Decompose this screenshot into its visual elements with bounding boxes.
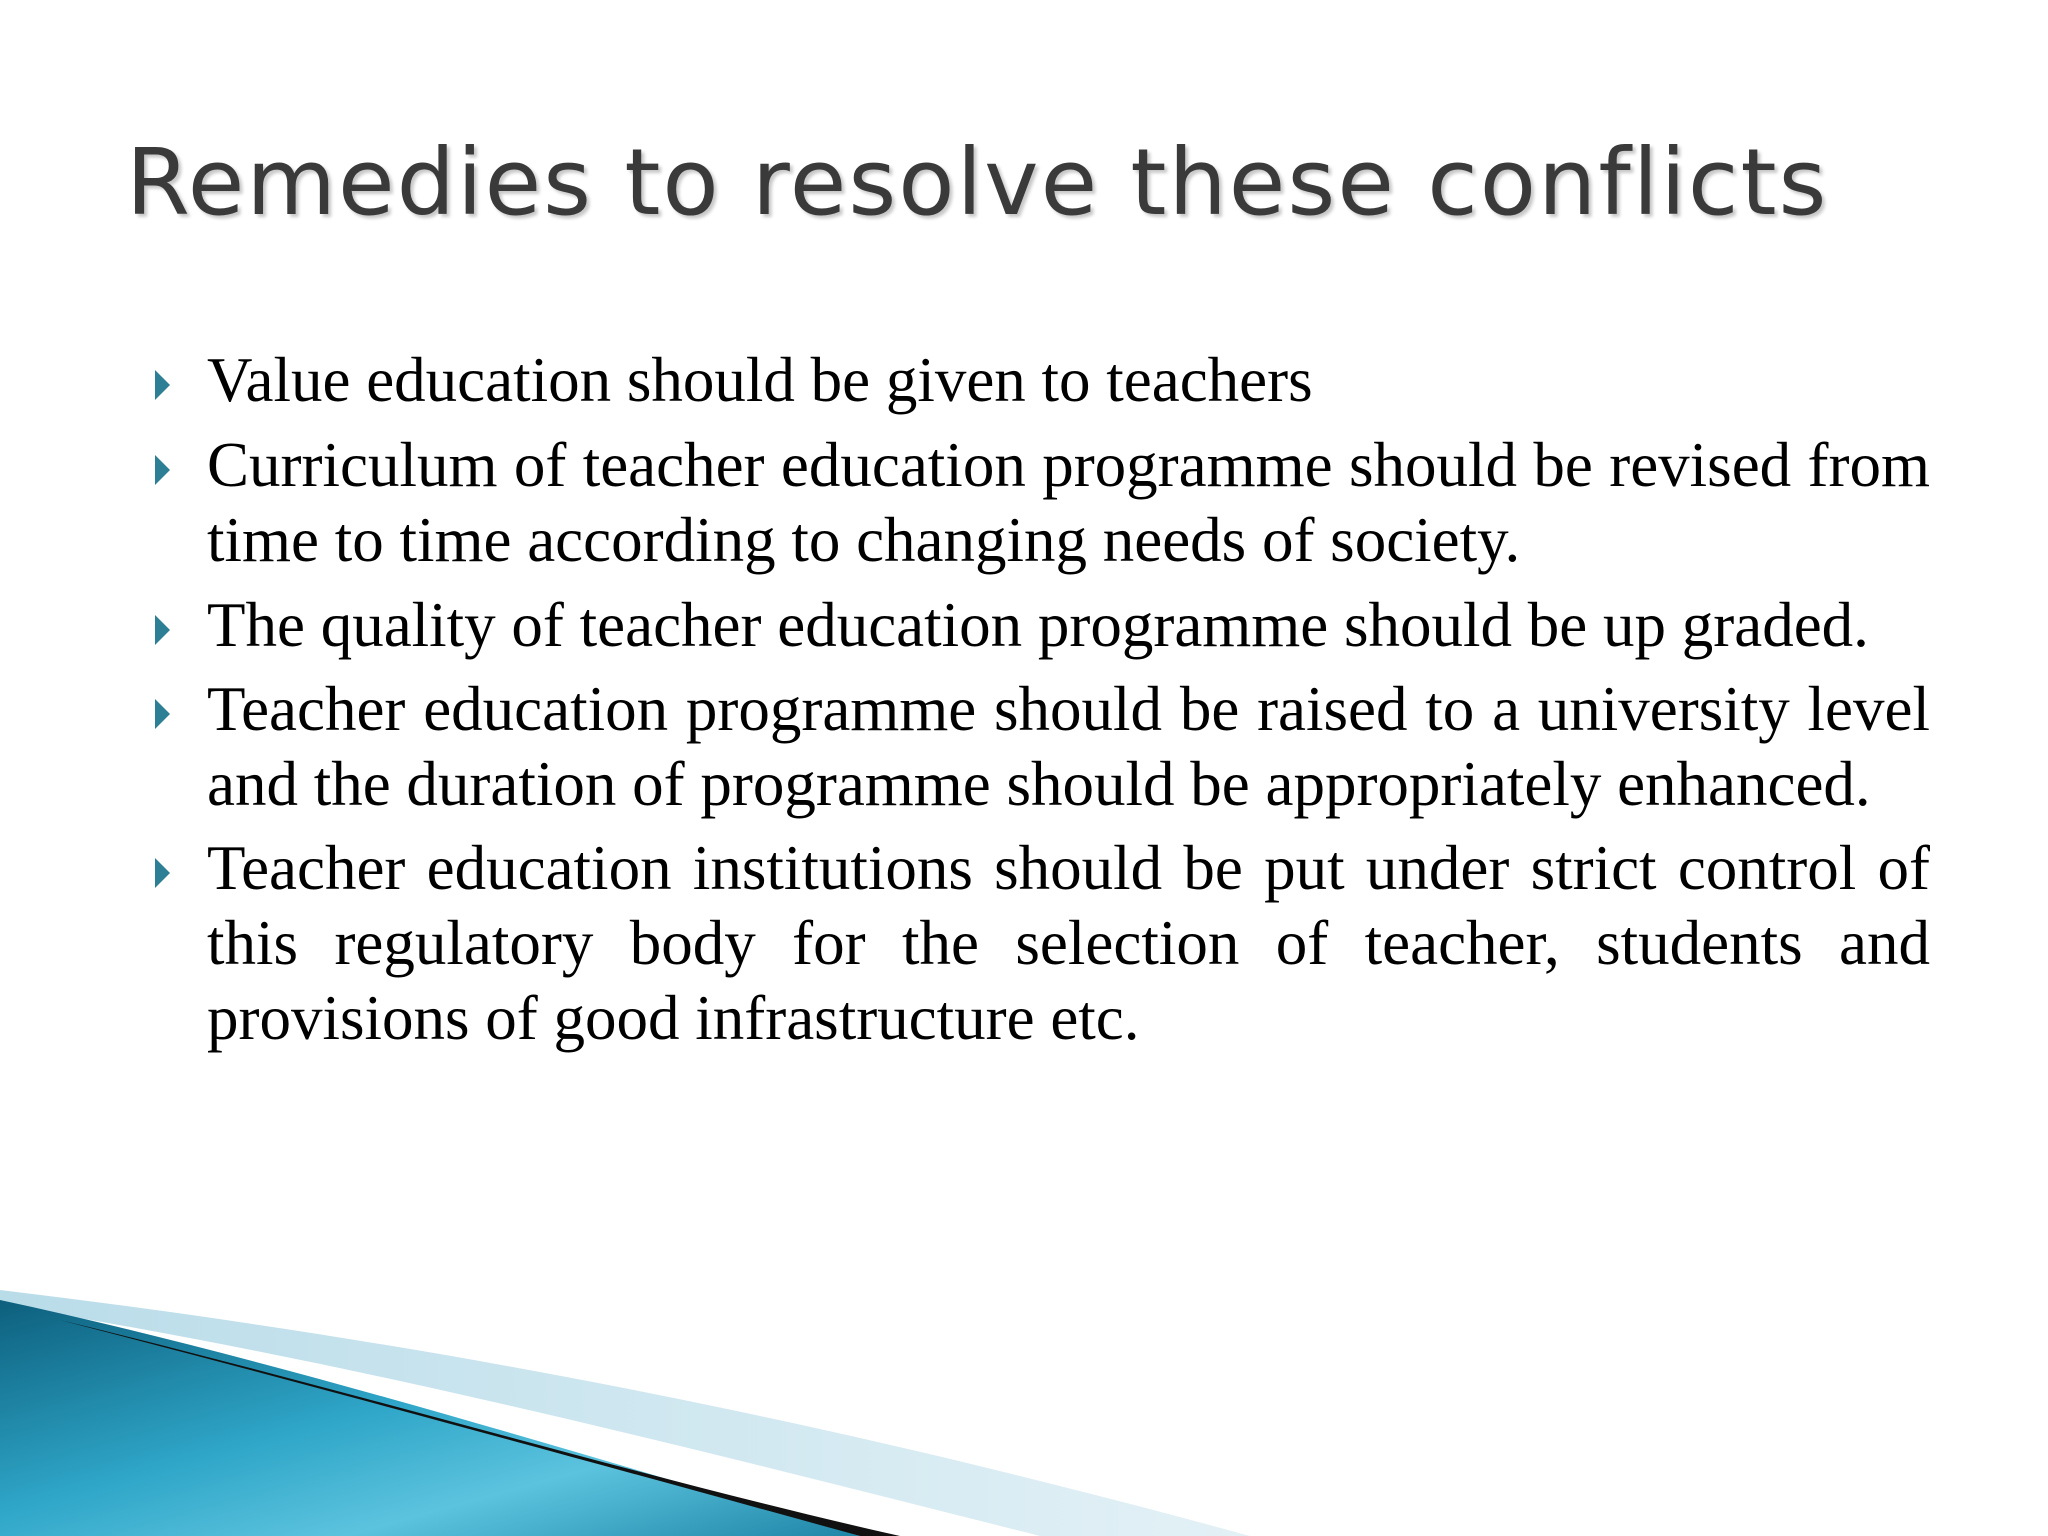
triangle-right-icon	[155, 370, 170, 400]
blue-swoosh	[0, 1300, 860, 1536]
bullet-item	[0, 428, 2048, 578]
bullet-item	[0, 588, 2048, 663]
bullet-item	[0, 343, 2048, 418]
bullet-text: Teacher education institutions should be put under strict control of this regulatory body for the selection of teacher, students and provisions of good infrastructure etc.	[207, 833, 1930, 1053]
triangle-right-icon	[155, 858, 170, 888]
bullet-item	[0, 831, 2048, 1056]
triangle-right-icon	[155, 615, 170, 645]
bullet-text: The quality of teacher education programme should be up graded.	[207, 590, 1869, 660]
bullet-text: Curriculum of teacher education programme should be revised from time to time according to changing needs of society.	[207, 430, 1930, 575]
bullet-text: Value education should be given to teachers	[207, 345, 1313, 415]
bullet-list	[0, 343, 2048, 1056]
pale-blue-swoosh	[0, 1290, 1250, 1536]
triangle-right-icon	[155, 699, 170, 729]
bullet-item	[0, 672, 2048, 822]
bullet-text: Teacher education programme should be raised to a university level and the duration of programme should be appropriately enhanced.	[207, 674, 1930, 819]
black-swoosh	[60, 1320, 900, 1536]
triangle-right-icon	[155, 455, 170, 485]
slide-title: Remedies to resolve these conflicts	[126, 129, 1829, 236]
